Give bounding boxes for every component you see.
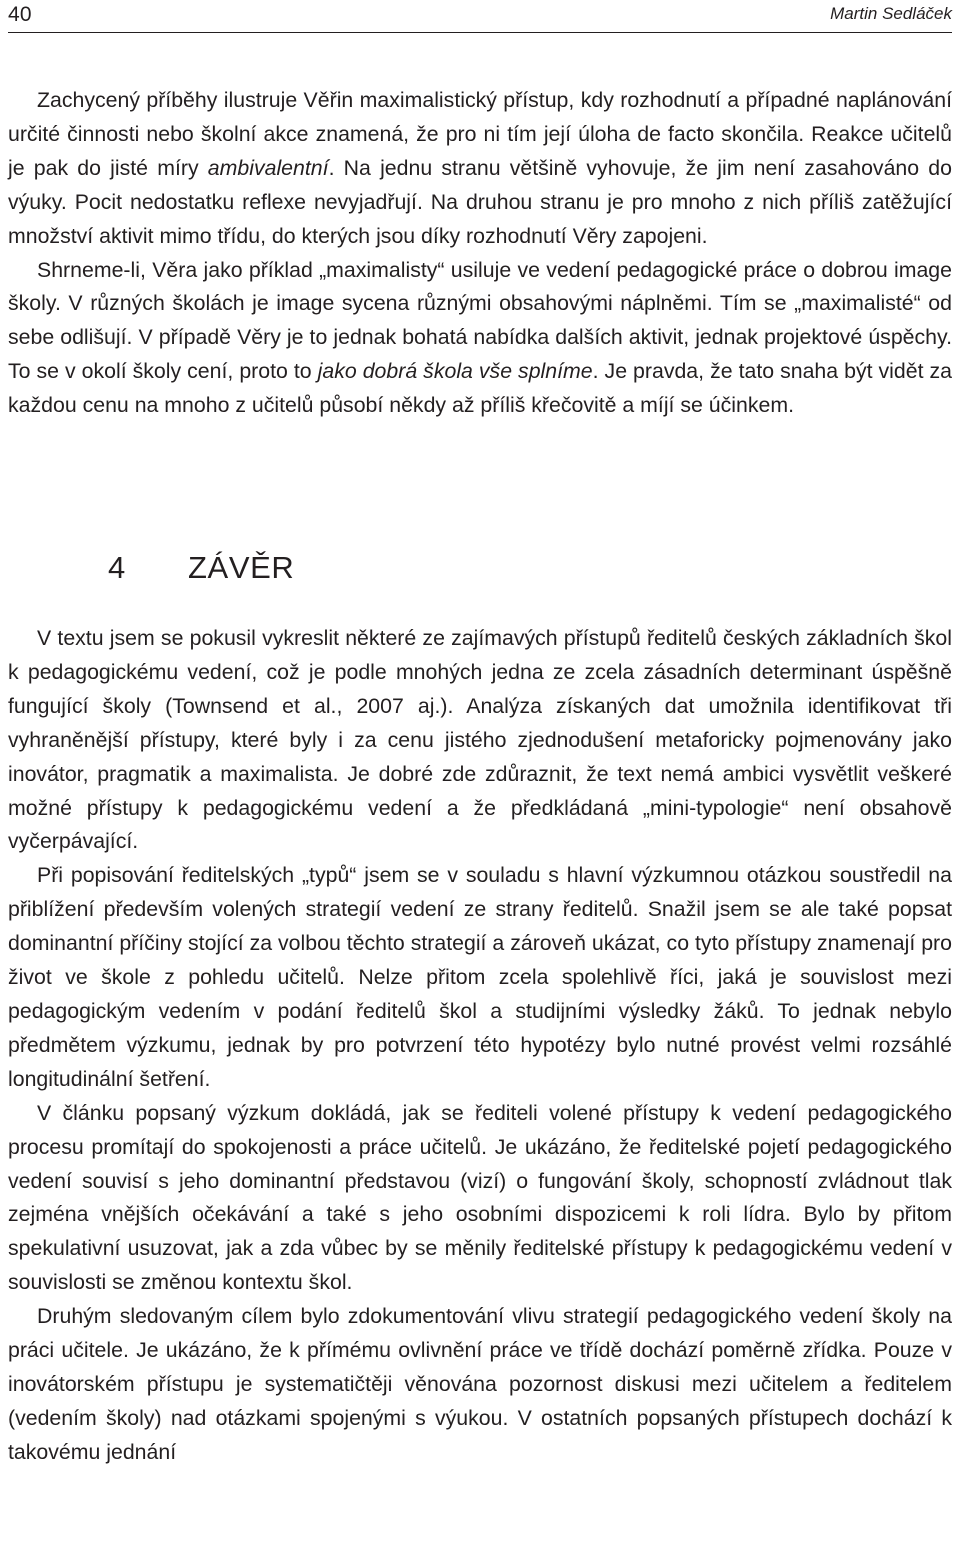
section-heading [108, 550, 294, 586]
body-text-before-section [8, 84, 952, 423]
paragraph-text: Zachycený příběhy ilustruje Věřin maximalistický přístup, kdy rozhodnutí a případné naplánování určité činnosti nebo školní akce znamená, že pro ni tím její úloha de facto skončila. Reakce učitelů je pak do jisté míry [8, 88, 952, 180]
paragraph-text: . Je pravda, že tato snaha být vidět za každou cenu na mnoho z učitelů působí někdy až příliš křečovitě a míjí se účinkem. [8, 359, 953, 418]
running-header [8, 0, 952, 33]
paragraph [8, 1097, 952, 1300]
paragraph [8, 622, 952, 859]
paragraph-text: . Na jednu stranu většině vyhovuje, že jim není zasahováno do výuky. Pocit nedostatku reflexe nevyjadřují. Na druhou stranu je pro mnoho z nich příliš zatěžující množství aktivit mimo třídu, do kterých jsou díky rozhodnutí Věry zapojeni. [8, 155, 952, 248]
paragraph [8, 1300, 952, 1470]
page-number: 40 [8, 3, 32, 26]
body-text-conclusion [8, 622, 952, 1470]
italic-text: ambivalentní [207, 155, 329, 180]
section-title: ZÁVĚR [188, 550, 295, 585]
italic-text: jako dobrá škola vše splníme [317, 359, 593, 384]
paragraph-text: V článku popsaný výzkum dokládá, jak se řediteli volené přístupy k vedení pedagogického procesu promítají do spokojenosti a práce učitelů. Je ukázáno, že ředitelské pojetí pedagogického vedení souvisí s jeho dominantní představou (vizí) o fungování školy, schopností zvládnout tlak zejména vnějších očekávání a také s jeho osobními dispozicemi k roli lídra. Bylo by přitom spekulativní usuzovat, jak a zda vůbec by se měnily ředitelské přístupy k pedagogickému vedení v souvislosti se změnou kontextu škol. [8, 1100, 952, 1295]
section-number: 4 [108, 550, 126, 585]
paragraph [8, 859, 952, 1096]
paragraph [8, 84, 952, 254]
running-header-author: Martin Sedláček [830, 4, 952, 23]
paragraph-text: Při popisování ředitelských „typů“ jsem se v souladu s hlavní výzkumnou otázkou soustředil na přiblížení především volených strategií vedení ze strany ředitelů. Snažil jsem se ale také popsat dominantní příčiny stojící za volbou těchto strategií a zároveň ukázat, co tyto přístupy znamenají pro život ve škole z pohledu učitelů. Nelze přitom zcela spolehlivě říci, jaká je souvislost mezi pedagogickým vedením v podání ředitelů škol a studijními výsledky žáků. To jednak nebylo předmětem výzkumu, jednak by pro potvrzení této hypotézy bylo nutné provést velmi rozsáhlé longitudinální šetření. [8, 863, 952, 1091]
paragraph-text: Shrneme-li, Věra jako příklad „maximalisty“ usiluje ve vedení pedagogické práce o dobrou image školy. V různých školách je image sycena různými obsahovými náplněmi. Tím se „maximalisté“ od sebe odlišují. V případě Věry je to jednak bohatá nabídka dalších aktivit, jednak projektové úspěchy. To se v okolí školy cení, proto to [8, 257, 952, 384]
paragraph-text: Druhým sledovaným cílem bylo zdokumentování vlivu strategií pedagogického vedení školy na práci učitele. Je ukázáno, že k přímému ovlivnění práce ve třídě dochází poměrně zřídka. Pouze v inovátorském přístupu je systematičtěji věnována pozornost diskusi mezi učitelem a ředitelem (vedením školy) nad otázkami spojenými s výukou. V ostatních popsaných přístupech dochází k takovému jednání [8, 1304, 952, 1464]
paragraph-text: V textu jsem se pokusil vykreslit některé ze zajímavých přístupů ředitelů českých základních škol k pedagogickému vedení, což je podle mnohých jedna ze zcela zásadních determinant úspěšně fungující školy (Townsend et al., 2007 aj.). Analýza získaných dat umožnila identifikovat tři vyhraněnější přístupy, které byly i za cenu jistého zjednodušení metaforicky pojmenovány jako inovátor, pragmatik a maximalista. Je dobré zde zdůraznit, že text nemá ambici vysvětlit veškeré možné přístupy k pedagogickému vedení a že předkládaná „mini-typologie“ není obsahově vyčerpávající. [8, 626, 952, 854]
paragraph [8, 254, 952, 424]
